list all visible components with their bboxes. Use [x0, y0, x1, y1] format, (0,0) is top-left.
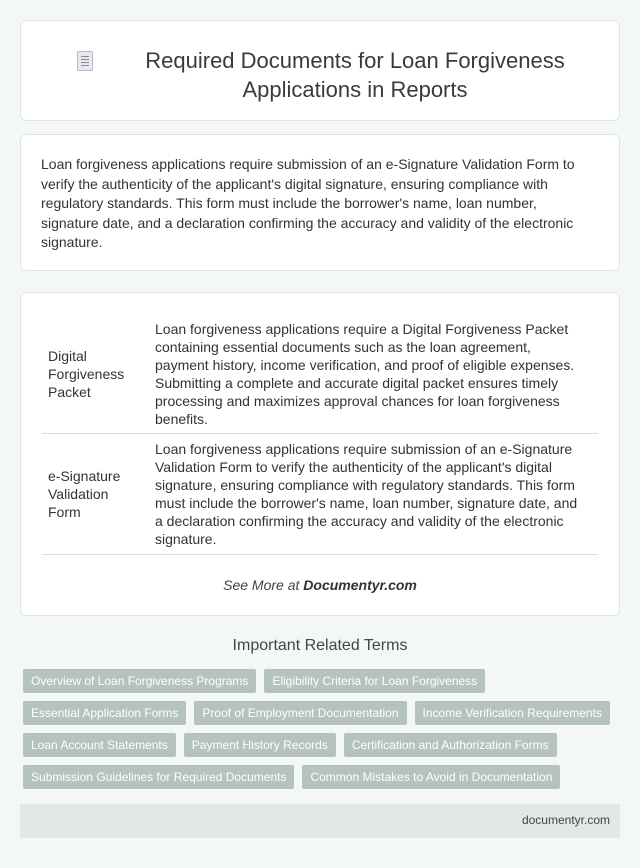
document-description: Loan forgiveness applications require a Digital Forgiveness Packet containing essential documents such as the loan agreement, payment history, income verification, and proof of eligible expenses. Submitting a complete and accurate digital packet ensures timely processing and maximizes approval chances for loan forgiveness benefits. [148, 320, 598, 428]
see-more-link[interactable] [21, 577, 619, 593]
related-term-tag[interactable]: Common Mistakes to Avoid in Documentation [302, 765, 560, 789]
related-term-tag[interactable]: Eligibility Criteria for Loan Forgiveness [264, 669, 485, 693]
see-more-prefix: See More at [223, 577, 304, 593]
related-term-tag[interactable]: Payment History Records [184, 733, 336, 757]
related-term-tag[interactable]: Overview of Loan Forgiveness Programs [23, 669, 256, 693]
related-term-tag[interactable]: Proof of Employment Documentation [194, 701, 406, 725]
related-term-tag[interactable]: Income Verification Requirements [415, 701, 610, 725]
footer-bar [20, 804, 620, 838]
footer-site-link[interactable]: documentyr.com [521, 813, 610, 827]
intro-text: Loan forgiveness applications require submission of an e-Signature Validation Form to verify the authenticity of the applicant's digital signature, ensuring compliance with regulatory standards. This form must include the borrower's name, loan number, signature date, and a declaration confirming the accuracy and validity of the electronic signature. [41, 156, 575, 250]
intro-card [20, 134, 620, 271]
document-name: Digital Forgiveness Packet [48, 348, 125, 400]
related-terms-list [23, 669, 623, 789]
see-more-site[interactable]: Documentyr.com [303, 577, 417, 593]
table-row [42, 434, 598, 555]
document-name: e-Signature Validation Form [48, 468, 121, 520]
related-term-tag[interactable]: Essential Application Forms [23, 701, 186, 725]
related-term-tag[interactable]: Certification and Authorization Forms [344, 733, 557, 757]
documents-table [42, 315, 598, 555]
header-card [20, 20, 620, 121]
page-title: Required Documents for Loan Forgiveness Applications in Reports [145, 48, 565, 102]
document-icon [77, 51, 93, 71]
table-row [42, 315, 598, 434]
document-description: Loan forgiveness applications require submission of an e-Signature Validation Form to verify the authenticity of the applicant's digital signature, ensuring compliance with regulatory standards. This form must include the borrower's name, loan number, signature date, and a declaration confirming the accuracy and validity of the electronic signature. [148, 440, 598, 548]
related-terms-title: Important Related Terms [232, 637, 408, 654]
related-term-tag[interactable]: Loan Account Statements [23, 733, 176, 757]
related-term-tag[interactable]: Submission Guidelines for Required Documents [23, 765, 294, 789]
documents-card [20, 292, 620, 616]
